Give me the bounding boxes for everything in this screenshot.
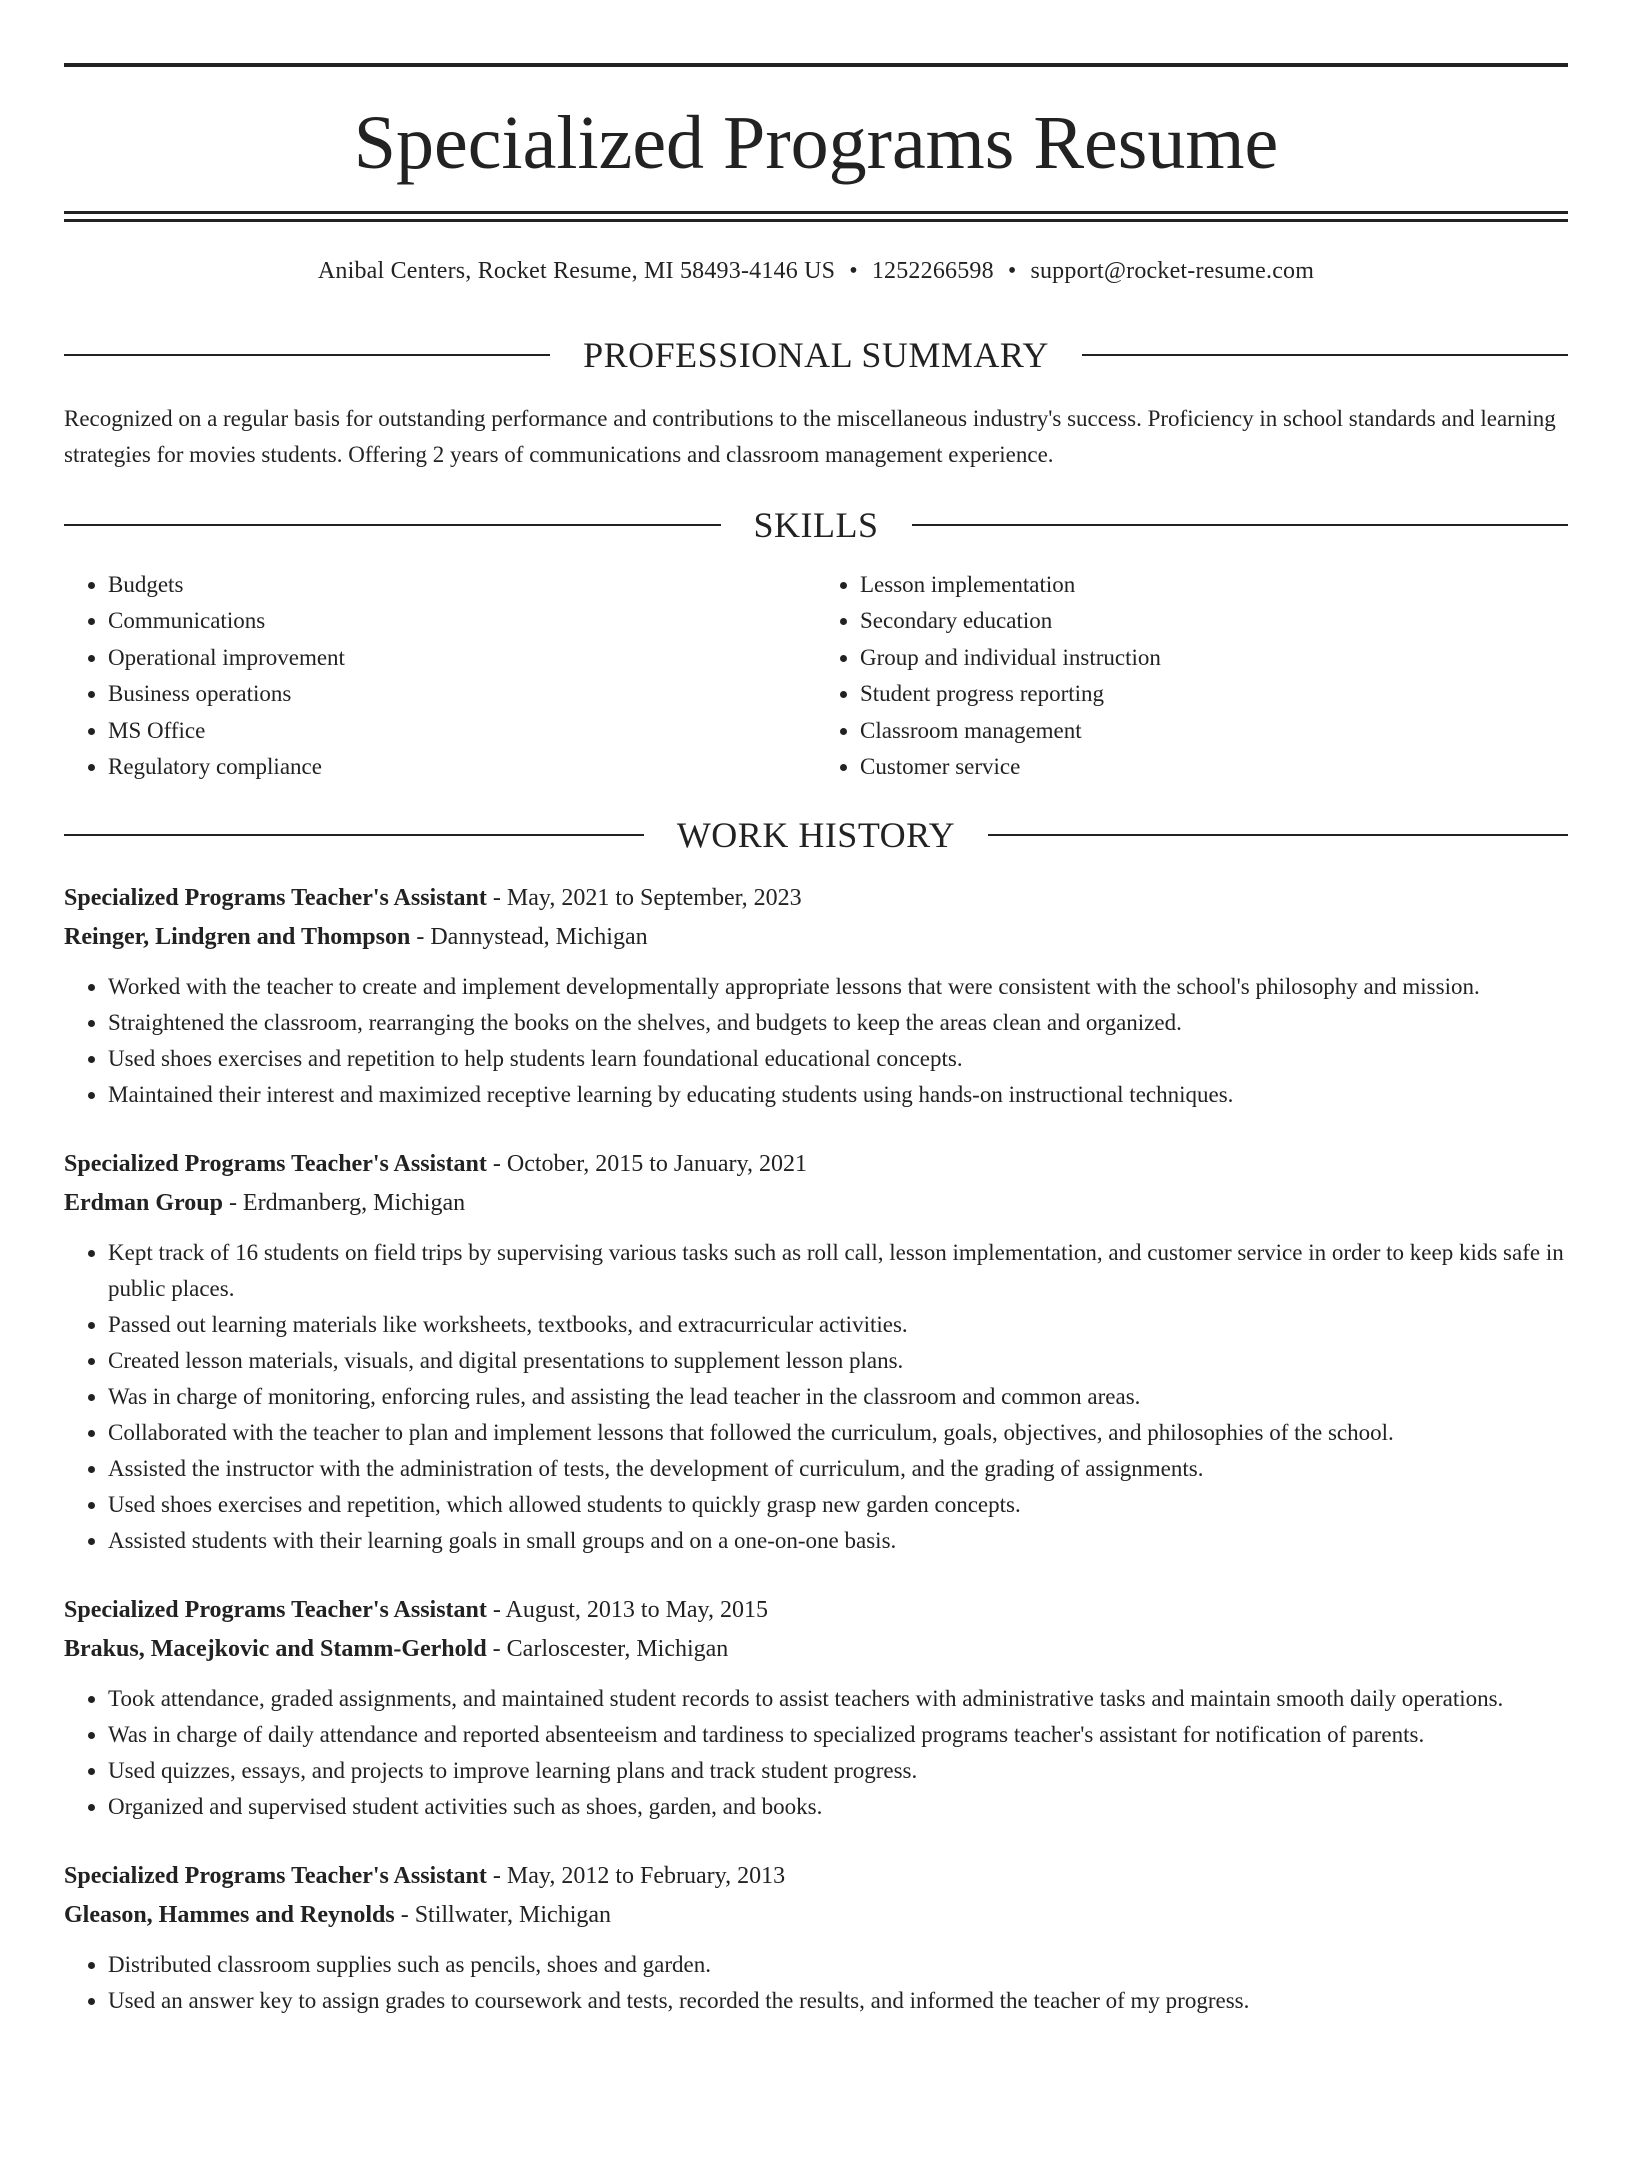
job-bullet: • Was in charge of daily attendance and reported absenteeism and tardiness to specialized programs teacher's assistant for notification of parents. [108,1717,1568,1753]
heading-rule-left [64,354,550,356]
summary-text: Recognized on a regular basis for outstanding performance and contributions to the miscellaneous industry's success. Proficiency in school standards and learning strategies for movies students. Offering 2 years of communications and classroom management experience. [64,406,1556,467]
contact-line [64,258,1568,285]
job-bullet: • Distributed classroom supplies such as pencils, shoes and garden. [108,1947,1568,1983]
heading-rule-right [988,834,1568,836]
top-rule [64,63,1568,67]
skill-item: • Communications [108,603,816,639]
job-title: Specialized Programs Teacher's Assistant [64,1863,487,1890]
heading-rule-left [64,834,644,836]
contact-phone: 1252266598 [871,258,994,284]
job-bullet: • Organized and supervised student activities such as shoes, garden, and books. [108,1789,1568,1825]
skills-column-left [64,567,816,785]
skills-list [64,567,1568,785]
job-company-line [64,1896,1568,1935]
heading-rule-right [1082,354,1568,356]
job-bullet: • Maintained their interest and maximized receptive learning by educating students using hands-on instructional techniques. [108,1077,1568,1113]
job-bullets [64,1681,1568,1825]
summary-section-heading [64,337,1568,373]
skill-item: • Secondary education [860,603,1568,639]
resume-page [0,63,1632,2175]
work-history-section-heading [64,815,1568,856]
contact-separator: • [1007,258,1017,284]
job-bullet: • Used shoes exercises and repetition to help students learn foundational educational concepts. [108,1041,1568,1077]
job-bullet: • Used shoes exercises and repetition, which allowed students to quickly grasp new garden concepts. [108,1487,1568,1523]
job-company: Erdman Group [64,1190,223,1217]
skills-section-heading [64,507,1568,543]
job-bullet: • Used quizzes, essays, and projects to improve learning plans and track student progress. [108,1753,1568,1789]
job-location: - Stillwater, Michigan [400,1902,612,1929]
job-bullet: • Created lesson materials, visuals, and digital presentations to supplement lesson plans. [108,1343,1568,1379]
skill-item: • Group and individual instruction [860,640,1568,676]
contact-address: Anibal Centers, Rocket Resume, MI 58493-4146 US [317,258,836,284]
job-location: - Dannystead, Michigan [416,924,648,951]
job-bullets [64,1235,1568,1559]
job-bullets [64,1947,1568,2019]
contact-email: support@rocket-resume.com [1030,258,1315,284]
job-dates: - August, 2013 to May, 2015 [492,1597,768,1624]
skill-item: • Operational improvement [108,640,816,676]
job-company-line [64,1184,1568,1223]
skills-heading-label: SKILLS [753,505,879,545]
job-title: Specialized Programs Teacher's Assistant [64,885,487,912]
summary-heading-label: PROFESSIONAL SUMMARY [583,335,1049,375]
job-bullet: • Worked with the teacher to create and implement developmentally appropriate lessons that were consistent with the school's philosophy and mission. [108,969,1568,1005]
skill-item: • Classroom management [860,713,1568,749]
skill-item: • Business operations [108,676,816,712]
job-entry [64,1145,1568,1559]
job-title: Specialized Programs Teacher's Assistant [64,1597,487,1624]
skill-item: • Customer service [860,749,1568,785]
heading-rule-right [912,524,1569,526]
job-title-line [64,1857,1568,1896]
job-title-line [64,1145,1568,1184]
job-location: - Erdmanberg, Michigan [228,1190,466,1217]
job-company-line [64,1630,1568,1669]
job-title-line [64,879,1568,918]
skill-item: • MS Office [108,713,816,749]
job-bullet: • Straightened the classroom, rearranging the books on the shelves, and budgets to keep the areas clean and organized. [108,1005,1568,1041]
work-history-heading-label: WORK HISTORY [676,815,956,856]
skill-item: • Student progress reporting [860,676,1568,712]
resume-title: Specialized Programs Resume [353,101,1279,185]
job-bullet: • Took attendance, graded assignments, and maintained student records to assist teachers with administrative tasks and maintain smooth daily operations. [108,1681,1568,1717]
job-bullet: • Assisted students with their learning goals in small groups and on a one-on-one basis. [108,1523,1568,1559]
job-company: Reinger, Lindgren and Thompson [64,924,411,951]
job-bullet: • Assisted the instructor with the administration of tests, the development of curriculum, and the grading of assignments. [108,1451,1568,1487]
job-company: Gleason, Hammes and Reynolds [64,1902,395,1929]
title-double-rule [64,211,1568,222]
job-bullet: • Was in charge of monitoring, enforcing rules, and assisting the lead teacher in the classroom and common areas. [108,1379,1568,1415]
skill-item: • Budgets [108,567,816,603]
job-dates: - May, 2021 to September, 2023 [492,885,802,912]
job-dates: - October, 2015 to January, 2021 [492,1151,807,1178]
job-bullet: • Passed out learning materials like worksheets, textbooks, and extracurricular activities. [108,1307,1568,1343]
contact-separator: • [849,258,858,284]
job-bullet: • Collaborated with the teacher to plan and implement lessons that followed the curriculum, goals, objectives, and philosophies of the school. [108,1415,1568,1451]
job-title: Specialized Programs Teacher's Assistant [64,1151,487,1178]
skill-item: • Regulatory compliance [108,749,816,785]
job-bullets [64,969,1568,1113]
job-entry [64,1857,1568,2019]
job-dates: - May, 2012 to February, 2013 [492,1863,786,1890]
job-entry [64,1591,1568,1825]
job-bullet: • Used an answer key to assign grades to coursework and tests, recorded the results, and informed the teacher of my progress. [108,1983,1568,2019]
job-title-line [64,1591,1568,1630]
job-bullet: • Kept track of 16 students on field trips by supervising various tasks such as roll call, lesson implementation, and customer service in order to keep kids safe in public places. [108,1235,1568,1307]
job-company: Brakus, Macejkovic and Stamm-Gerhold [64,1636,487,1663]
skills-column-right [816,567,1568,785]
job-entry [64,879,1568,1113]
job-company-line [64,918,1568,957]
skill-item: • Lesson implementation [860,567,1568,603]
heading-rule-left [64,524,721,526]
job-location: - Carloscester, Michigan [492,1636,729,1663]
